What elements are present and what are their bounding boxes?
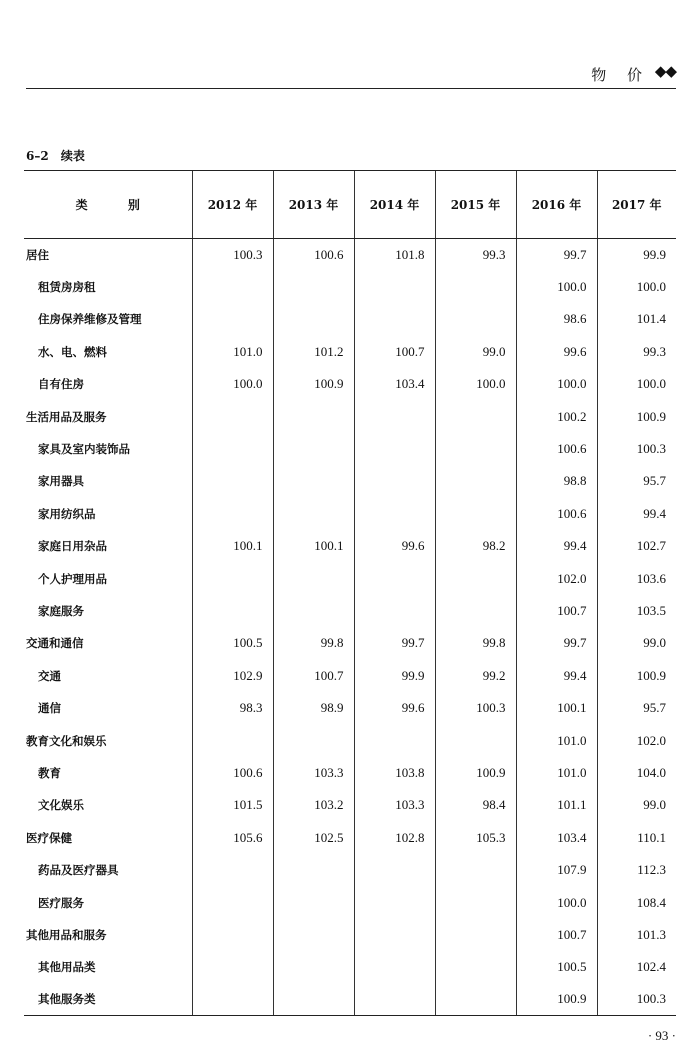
table-row [24, 886, 676, 918]
table-cell [354, 595, 435, 627]
table-row [24, 822, 676, 854]
table-cell [273, 465, 354, 497]
table-cell [192, 919, 273, 951]
table-cell [192, 854, 273, 886]
table-cell: 105.6 [192, 822, 273, 854]
table-cell [354, 854, 435, 886]
table-cell [273, 433, 354, 465]
table-cell: 95.7 [597, 692, 676, 724]
page-number: · 93 · [647, 1028, 676, 1043]
table-cell: 99.7 [516, 239, 597, 271]
table-cell: 99.6 [516, 336, 597, 368]
table-row [24, 919, 676, 951]
row-label: 其他用品和服务 [26, 927, 107, 942]
table-cell: 99.9 [354, 660, 435, 692]
table-cell [192, 886, 273, 918]
table-cell [273, 886, 354, 918]
table-cell [354, 951, 435, 983]
table-row [24, 854, 676, 886]
table-cell [354, 562, 435, 594]
table-cell [273, 400, 354, 432]
table-cell: 102.7 [597, 530, 676, 562]
table-cell: 100.9 [597, 400, 676, 432]
table-cell: 98.2 [435, 530, 516, 562]
row-label: 医疗服务 [38, 895, 84, 910]
table-row [24, 757, 676, 789]
table-cell: 103.3 [273, 757, 354, 789]
table-cell [435, 724, 516, 756]
table-cell [435, 919, 516, 951]
table-cell: 99.4 [597, 498, 676, 530]
table-cell [192, 724, 273, 756]
table-row [24, 660, 676, 692]
table-cell: 100.0 [435, 368, 516, 400]
row-label: 文化娱乐 [38, 798, 84, 813]
table-cell: 99.0 [597, 789, 676, 821]
table-row [24, 789, 676, 821]
table-cell: 100.1 [192, 530, 273, 562]
table-cell: 99.2 [435, 660, 516, 692]
table-cell [435, 886, 516, 918]
table-cell [435, 983, 516, 1015]
table-cell: 102.0 [597, 724, 676, 756]
column-header-2014: 2014 年 [354, 171, 435, 239]
table-cell [354, 271, 435, 303]
table-cell [435, 854, 516, 886]
row-label: 家庭日用杂品 [38, 539, 107, 554]
table-cell: 99.4 [516, 660, 597, 692]
table-cell: 100.1 [516, 692, 597, 724]
table-row [24, 627, 676, 659]
row-label: 住房保养维修及管理 [38, 312, 142, 327]
table-body [24, 239, 676, 1016]
table-cell [273, 983, 354, 1015]
table-continued-label: 续表 [60, 149, 85, 163]
table-cell [435, 562, 516, 594]
table-cell [354, 724, 435, 756]
table-cell: 103.4 [354, 368, 435, 400]
price-index-table [24, 170, 676, 1016]
row-label: 家用器具 [38, 474, 84, 489]
table-cell [354, 465, 435, 497]
table-row [24, 498, 676, 530]
table-cell: 98.3 [192, 692, 273, 724]
table-cell [192, 271, 273, 303]
row-label: 家用纺织品 [38, 506, 96, 521]
table-cell [192, 400, 273, 432]
table-cell: 100.6 [516, 498, 597, 530]
row-label: 通信 [38, 701, 61, 716]
table-cell: 99.3 [435, 239, 516, 271]
table-cell: 102.9 [192, 660, 273, 692]
table-cell: 108.4 [597, 886, 676, 918]
table-cell: 100.0 [597, 368, 676, 400]
table-cell [354, 983, 435, 1015]
row-label: 其他服务类 [24, 983, 192, 1015]
table-cell: 101.4 [597, 303, 676, 335]
table-cell: 100.2 [516, 400, 597, 432]
table-cell [435, 951, 516, 983]
table-cell: 102.8 [354, 822, 435, 854]
table-cell: 103.6 [597, 562, 676, 594]
table-cell: 101.8 [354, 239, 435, 271]
row-label: 交通和通信 [26, 636, 84, 651]
table-caption [26, 147, 85, 164]
table-cell: 98.4 [435, 789, 516, 821]
table-row [24, 595, 676, 627]
table-cell: 98.6 [516, 303, 597, 335]
table-cell [354, 433, 435, 465]
table-cell: 100.0 [192, 368, 273, 400]
table-cell: 100.5 [192, 627, 273, 659]
table-cell: 103.4 [516, 822, 597, 854]
table-cell: 103.3 [354, 789, 435, 821]
table-cell: 100.6 [516, 433, 597, 465]
table-cell: 101.2 [273, 336, 354, 368]
table-row [24, 271, 676, 303]
table-cell: 99.0 [597, 627, 676, 659]
column-header-category: 类 别 [24, 171, 192, 239]
section-title: 物 价 [591, 66, 650, 84]
table-cell: 99.9 [597, 239, 676, 271]
row-label: 教育 [38, 765, 61, 780]
table-cell: 100.0 [516, 368, 597, 400]
table-cell [273, 919, 354, 951]
table-row [24, 400, 676, 432]
table-cell: 100.9 [273, 368, 354, 400]
table-cell [435, 400, 516, 432]
table-cell: 103.2 [273, 789, 354, 821]
table-row [24, 983, 676, 1015]
table-row [24, 692, 676, 724]
row-label: 药品及医疗器具 [38, 863, 119, 878]
table-cell: 99.4 [516, 530, 597, 562]
column-header-2016: 2016 年 [516, 171, 597, 239]
table-row [24, 951, 676, 983]
table-cell: 100.7 [516, 919, 597, 951]
table-row [24, 530, 676, 562]
table-cell [435, 433, 516, 465]
table-cell: 100.1 [273, 530, 354, 562]
row-label: 交通 [38, 668, 61, 683]
row-label: 生活用品及服务 [26, 409, 107, 424]
running-header [26, 62, 676, 89]
table-cell: 103.8 [354, 757, 435, 789]
table-cell [192, 465, 273, 497]
diamond-ornament-icon: ◆◆ [654, 62, 676, 80]
row-label: 个人护理用品 [38, 571, 107, 586]
table-cell [273, 303, 354, 335]
table-cell: 99.8 [273, 627, 354, 659]
table-cell: 101.1 [516, 789, 597, 821]
table-cell: 99.7 [354, 627, 435, 659]
table-cell: 100.7 [516, 595, 597, 627]
table-cell: 99.0 [435, 336, 516, 368]
row-label: 家具及室内装饰品 [38, 442, 130, 457]
table-cell: 100.0 [516, 271, 597, 303]
table-cell: 100.6 [273, 239, 354, 271]
table-row [24, 303, 676, 335]
table-cell [354, 303, 435, 335]
table-cell: 112.3 [597, 854, 676, 886]
table-cell [192, 562, 273, 594]
table-cell [273, 595, 354, 627]
table-cell: 107.9 [516, 854, 597, 886]
table-cell: 98.9 [273, 692, 354, 724]
table-cell [192, 951, 273, 983]
table-cell [273, 854, 354, 886]
table-cell: 104.0 [597, 757, 676, 789]
table-row [24, 368, 676, 400]
table-cell: 101.0 [192, 336, 273, 368]
table-cell: 99.8 [435, 627, 516, 659]
table-cell: 101.3 [597, 919, 676, 951]
table-cell [435, 465, 516, 497]
row-label: 教育文化和娱乐 [26, 733, 107, 748]
table-cell [435, 271, 516, 303]
table-cell [192, 595, 273, 627]
table-cell: 100.3 [597, 983, 676, 1015]
table-cell: 100.6 [192, 757, 273, 789]
table-cell [273, 562, 354, 594]
table-cell: 98.8 [516, 465, 597, 497]
table-cell [273, 724, 354, 756]
table-cell [435, 595, 516, 627]
table-cell [273, 271, 354, 303]
table-cell: 100.7 [354, 336, 435, 368]
table-row [24, 336, 676, 368]
table-cell: 99.6 [354, 530, 435, 562]
row-label: 居住 [26, 247, 49, 262]
table-cell: 101.0 [516, 724, 597, 756]
table-cell: 102.0 [516, 562, 597, 594]
row-label: 自有住房 [38, 377, 84, 392]
table-cell: 102.4 [597, 951, 676, 983]
table-cell: 100.9 [516, 983, 597, 1015]
table-cell: 99.3 [597, 336, 676, 368]
table-cell: 100.3 [435, 692, 516, 724]
row-label: 家庭服务 [38, 603, 84, 618]
row-label: 水、电、燃料 [38, 344, 107, 359]
row-label: 其他用品类 [38, 960, 96, 975]
table-cell: 100.3 [597, 433, 676, 465]
table-cell: 102.5 [273, 822, 354, 854]
table-cell: 100.9 [435, 757, 516, 789]
table-cell [192, 498, 273, 530]
table-cell [192, 433, 273, 465]
table-row [24, 239, 676, 271]
table-header-row [24, 171, 676, 239]
table-row [24, 433, 676, 465]
table-cell: 105.3 [435, 822, 516, 854]
table-row [24, 465, 676, 497]
table-cell [192, 983, 273, 1015]
table-cell: 100.7 [273, 660, 354, 692]
column-header-2013: 2013 年 [273, 171, 354, 239]
table-cell: 101.0 [516, 757, 597, 789]
table-cell: 100.9 [597, 660, 676, 692]
table-cell [354, 400, 435, 432]
column-header-2012: 2012 年 [192, 171, 273, 239]
table-cell [354, 498, 435, 530]
table-cell: 103.5 [597, 595, 676, 627]
table-cell: 99.7 [516, 627, 597, 659]
table-cell: 110.1 [597, 822, 676, 854]
table-cell [354, 919, 435, 951]
row-label: 租赁房房租 [38, 280, 96, 295]
table-cell: 100.0 [597, 271, 676, 303]
table-cell [192, 303, 273, 335]
table-cell: 95.7 [597, 465, 676, 497]
table-number: 6–2 [26, 149, 49, 163]
table-cell: 101.5 [192, 789, 273, 821]
table-cell [273, 951, 354, 983]
table-row [24, 724, 676, 756]
table-cell [354, 886, 435, 918]
table-cell: 99.6 [354, 692, 435, 724]
table-cell: 100.3 [192, 239, 273, 271]
row-label: 医疗保健 [26, 830, 72, 845]
table-cell: 100.0 [516, 886, 597, 918]
table-cell [435, 303, 516, 335]
table-cell [435, 498, 516, 530]
table-cell: 100.5 [516, 951, 597, 983]
column-header-2015: 2015 年 [435, 171, 516, 239]
column-header-2017: 2017 年 [597, 171, 676, 239]
table-cell [273, 498, 354, 530]
table-row [24, 562, 676, 594]
